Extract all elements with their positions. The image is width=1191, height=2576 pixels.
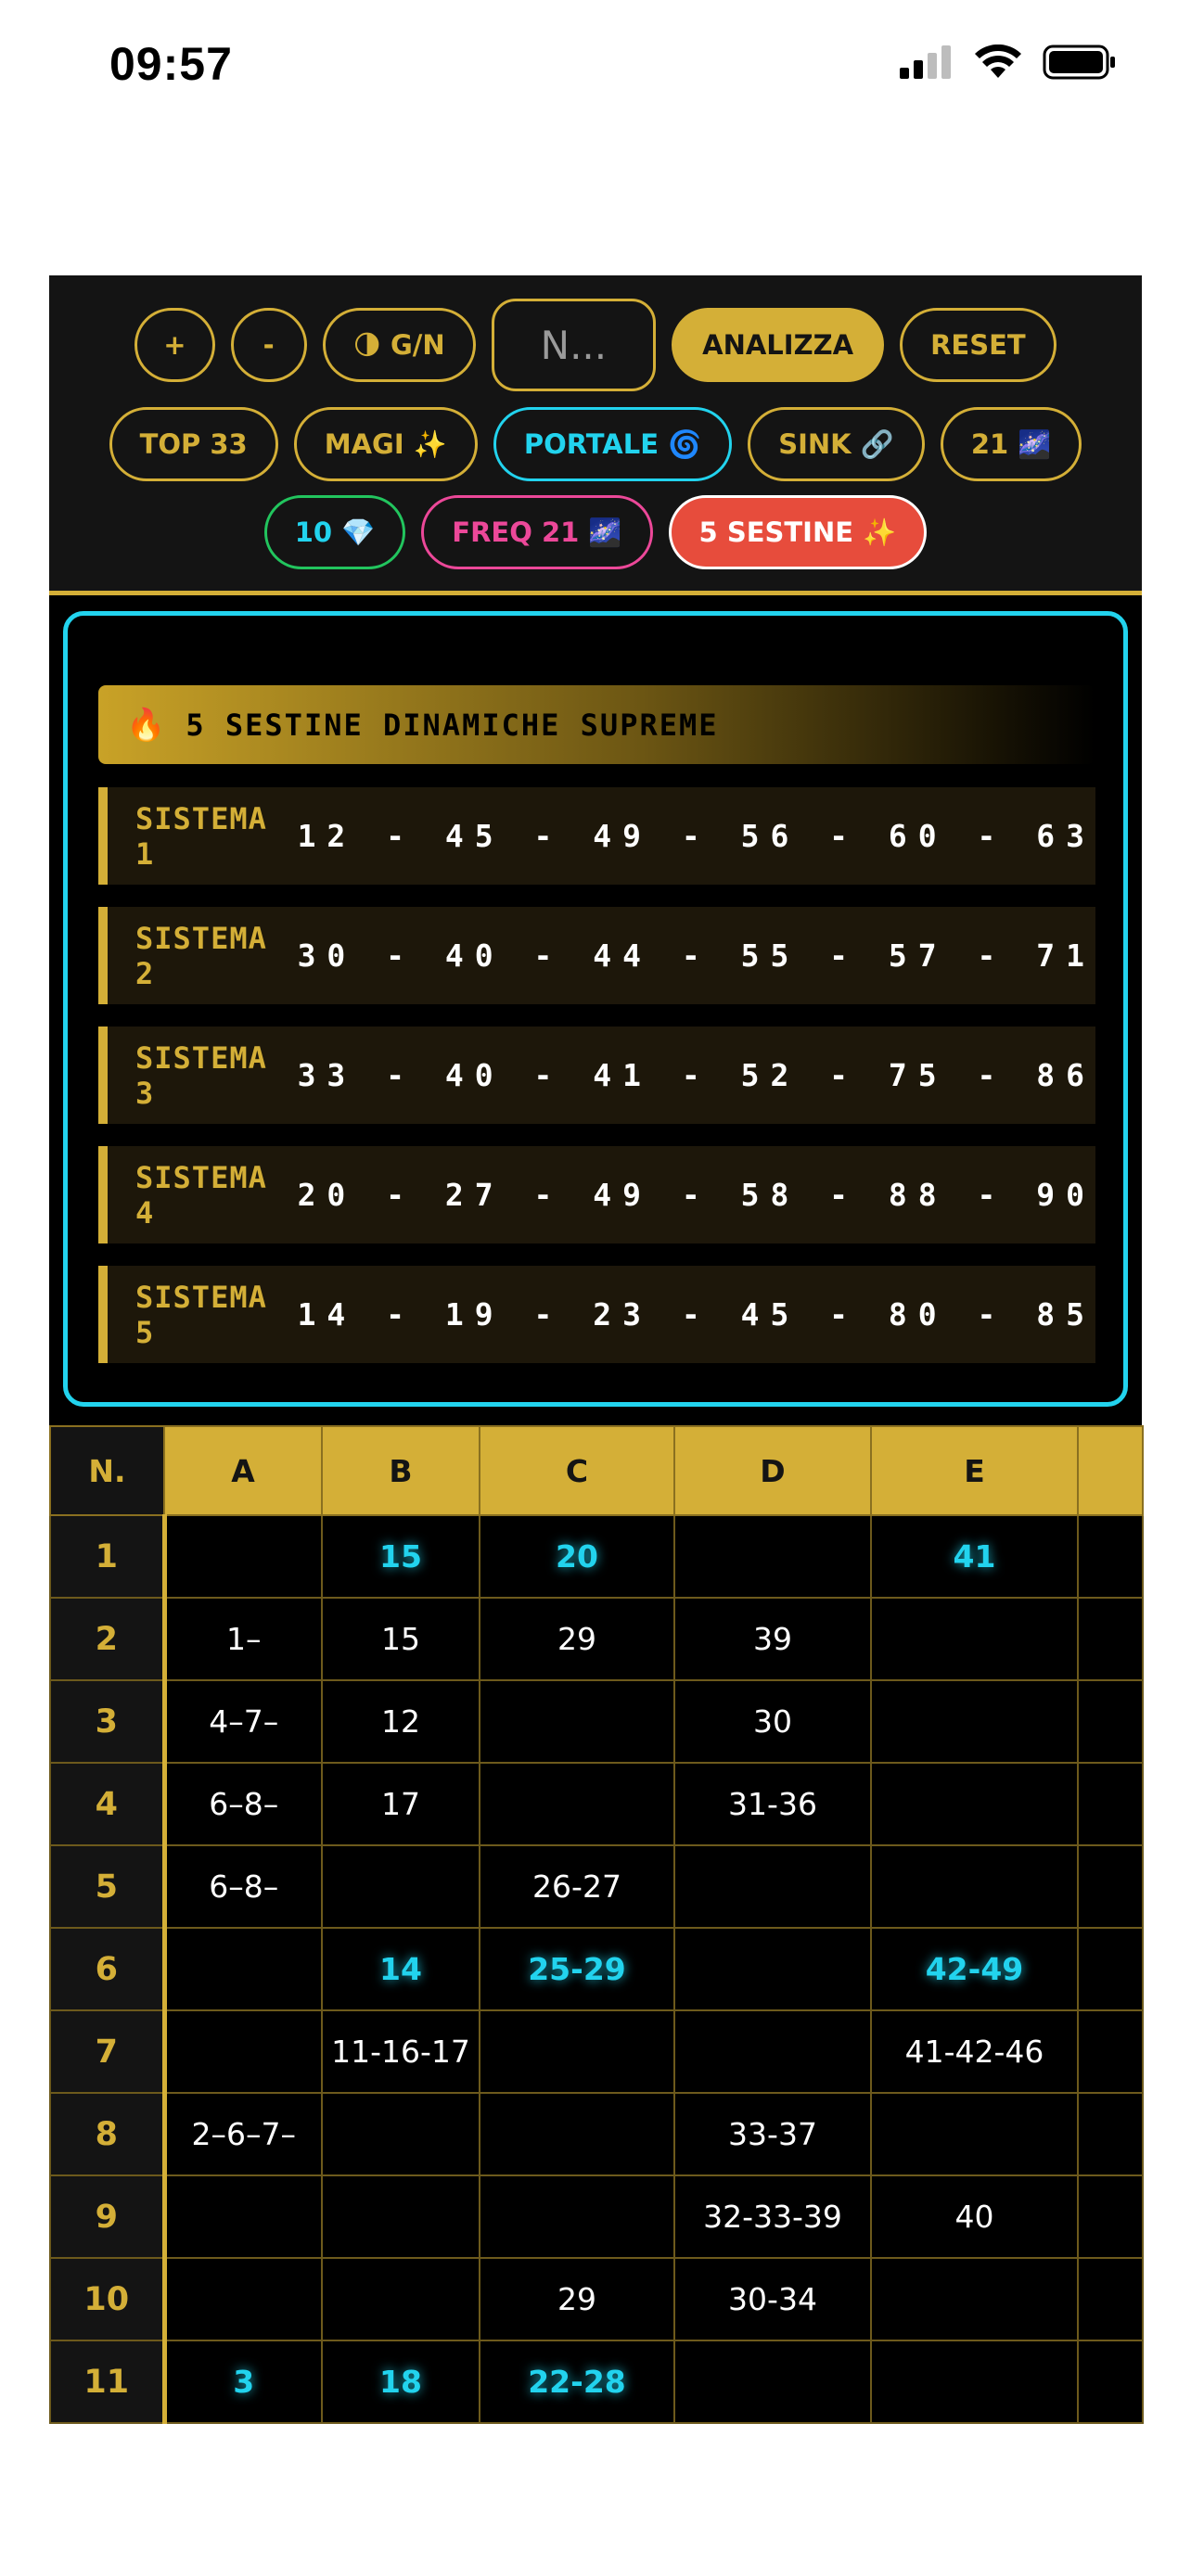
grid-cell: 4–7– [164, 1680, 322, 1763]
column-header-extra [1078, 1426, 1143, 1515]
status-icons [900, 45, 1117, 80]
number-input[interactable]: N... [492, 299, 656, 391]
grid-cell: 26-27 [480, 1845, 674, 1928]
system-label: SISTEMA 3 [135, 1039, 267, 1111]
grid-cell [480, 2093, 674, 2175]
grid-cell [871, 1598, 1078, 1680]
row-number: 7 [50, 2010, 164, 2093]
status-time: 09:57 [109, 38, 233, 90]
system-numbers: 12 - 45 - 49 - 56 - 60 - 63 [297, 818, 1095, 854]
grid-cell [322, 1845, 480, 1928]
toolbar-row-1 [49, 299, 1142, 391]
grid-cell [1078, 1680, 1143, 1763]
grid-cell [322, 2258, 480, 2340]
table-row [50, 1763, 1143, 1845]
grid-cell: 30 [674, 1680, 871, 1763]
minus-button[interactable]: - [231, 308, 307, 382]
reset-button[interactable]: RESET [900, 308, 1057, 382]
grid-cell: 41-42-46 [871, 2010, 1078, 2093]
grid-cell: 29 [480, 2258, 674, 2340]
grid-cell: 25-29 [480, 1928, 674, 2010]
panel-title: 5 SESTINE DINAMICHE SUPREME [186, 707, 719, 743]
table-row [50, 2093, 1143, 2175]
system-numbers: 33 - 40 - 41 - 52 - 75 - 86 [297, 1057, 1095, 1093]
grid-cell: 29 [480, 1598, 674, 1680]
system-row [98, 1027, 1095, 1124]
grid-cell: 3 [164, 2340, 322, 2423]
portale-button[interactable]: PORTALE 🌀 [493, 407, 732, 481]
grid-cell [164, 2175, 322, 2258]
table-row [50, 1598, 1143, 1680]
grid-cell [164, 1928, 322, 2010]
system-row [98, 1146, 1095, 1243]
table-row [50, 1845, 1143, 1928]
table-row [50, 1680, 1143, 1763]
grid-cell [1078, 2093, 1143, 2175]
system-label: SISTEMA 1 [135, 800, 267, 872]
status-bar [0, 0, 1191, 139]
column-header-b: B [322, 1426, 480, 1515]
row-number: 3 [50, 1680, 164, 1763]
row-number: 4 [50, 1763, 164, 1845]
grid-cell [1078, 1598, 1143, 1680]
wifi-icon [974, 45, 1022, 80]
grid-cell: 1– [164, 1598, 322, 1680]
grid-cell [322, 2093, 480, 2175]
column-header-a: A [164, 1426, 322, 1515]
row-number: 5 [50, 1845, 164, 1928]
toolbar-row-2 [49, 407, 1142, 481]
grid-cell [480, 2010, 674, 2093]
table-row [50, 1515, 1143, 1598]
grid-cell: 11-16-17 [322, 2010, 480, 2093]
grid-cell [164, 1515, 322, 1598]
grid-cell [674, 1845, 871, 1928]
grid-cell: 6–8– [164, 1845, 322, 1928]
top33-button[interactable]: TOP 33 [109, 407, 278, 481]
grid-cell: 18 [322, 2340, 480, 2423]
toolbar-row-3 [49, 495, 1142, 569]
system-numbers: 30 - 40 - 44 - 55 - 57 - 71 [297, 937, 1095, 974]
day-night-toggle-button[interactable]: 🌗 G/N [323, 308, 476, 382]
grid-cell: 40 [871, 2175, 1078, 2258]
grid-cell [1078, 1845, 1143, 1928]
grid-cell [674, 2010, 871, 2093]
grid-cell [871, 2093, 1078, 2175]
grid-cell: 32-33-39 [674, 2175, 871, 2258]
grid-cell: 30-34 [674, 2258, 871, 2340]
grid-cell: 20 [480, 1515, 674, 1598]
row-number: 6 [50, 1928, 164, 2010]
system-row [98, 787, 1095, 885]
sink-button[interactable]: SINK 🔗 [748, 407, 925, 481]
cellular-signal-icon [900, 45, 954, 79]
row-number: 9 [50, 2175, 164, 2258]
sestine-panel [63, 611, 1128, 1407]
system-numbers: 14 - 19 - 23 - 45 - 80 - 85 [297, 1296, 1095, 1333]
table-row [50, 1928, 1143, 2010]
grid-cell [480, 1763, 674, 1845]
analizza-button[interactable]: ANALIZZA [672, 308, 884, 382]
grid-cell [674, 1928, 871, 2010]
grid-cell [322, 2175, 480, 2258]
grid-cell [480, 2175, 674, 2258]
system-label: SISTEMA 2 [135, 920, 267, 991]
grid-cell: 6–8– [164, 1763, 322, 1845]
grid-cell: 42-49 [871, 1928, 1078, 2010]
grid-cell [871, 2258, 1078, 2340]
grid-cell: 12 [322, 1680, 480, 1763]
grid-cell: 33-37 [674, 2093, 871, 2175]
grid-cell: 15 [322, 1515, 480, 1598]
column-header-e: E [871, 1426, 1078, 1515]
grid-cell: 22-28 [480, 2340, 674, 2423]
app-container [49, 275, 1142, 2422]
five-sestine-button[interactable]: 5 SESTINE ✨ [669, 495, 928, 569]
row-number: 11 [50, 2340, 164, 2423]
grid-cell [1078, 2258, 1143, 2340]
grid-cell [674, 2340, 871, 2423]
row-number: 8 [50, 2093, 164, 2175]
grid-cell [674, 1515, 871, 1598]
grid-cell [1078, 2340, 1143, 2423]
grid-cell [164, 2258, 322, 2340]
grid-cell [480, 1680, 674, 1763]
system-numbers: 20 - 27 - 49 - 58 - 88 - 90 [297, 1177, 1095, 1213]
magi-button[interactable]: MAGI ✨ [294, 407, 478, 481]
system-row [98, 907, 1095, 1004]
fire-icon: 🔥 [126, 707, 166, 743]
panel-header [98, 685, 1095, 764]
grid-header-row [50, 1426, 1143, 1515]
row-number: 10 [50, 2258, 164, 2340]
table-row [50, 2175, 1143, 2258]
grid-cell [871, 1680, 1078, 1763]
system-row [98, 1266, 1095, 1363]
grid-cell: 41 [871, 1515, 1078, 1598]
column-header-d: D [674, 1426, 871, 1515]
battery-icon [1043, 45, 1117, 80]
table-row [50, 2010, 1143, 2093]
grid-cell [1078, 1515, 1143, 1598]
row-number: 2 [50, 1598, 164, 1680]
grid-cell [871, 1845, 1078, 1928]
grid-cell [1078, 2175, 1143, 2258]
grid-cell: 17 [322, 1763, 480, 1845]
grid-cell [1078, 1763, 1143, 1845]
column-header-c: C [480, 1426, 674, 1515]
toolbar [49, 275, 1142, 595]
grid-cell: 39 [674, 1598, 871, 1680]
number-grid [49, 1425, 1144, 2424]
table-row [50, 2340, 1143, 2423]
freq21-button[interactable]: FREQ 21 🌌 [421, 495, 652, 569]
system-label: SISTEMA 5 [135, 1279, 267, 1350]
grid-cell [164, 2010, 322, 2093]
grid-cell [871, 1763, 1078, 1845]
twenty-one-button[interactable]: 21 🌌 [941, 407, 1082, 481]
grid-cell: 14 [322, 1928, 480, 2010]
grid-cell: 2–6–7– [164, 2093, 322, 2175]
grid-cell: 15 [322, 1598, 480, 1680]
grid-cell: 31-36 [674, 1763, 871, 1845]
system-label: SISTEMA 4 [135, 1159, 267, 1231]
grid-cell [1078, 1928, 1143, 2010]
column-header-n: N. [50, 1426, 164, 1515]
ten-button[interactable]: 10 💎 [264, 495, 406, 569]
grid-cell [871, 2340, 1078, 2423]
row-number: 1 [50, 1515, 164, 1598]
grid-cell [1078, 2010, 1143, 2093]
table-row [50, 2258, 1143, 2340]
plus-button[interactable]: + [134, 308, 214, 382]
